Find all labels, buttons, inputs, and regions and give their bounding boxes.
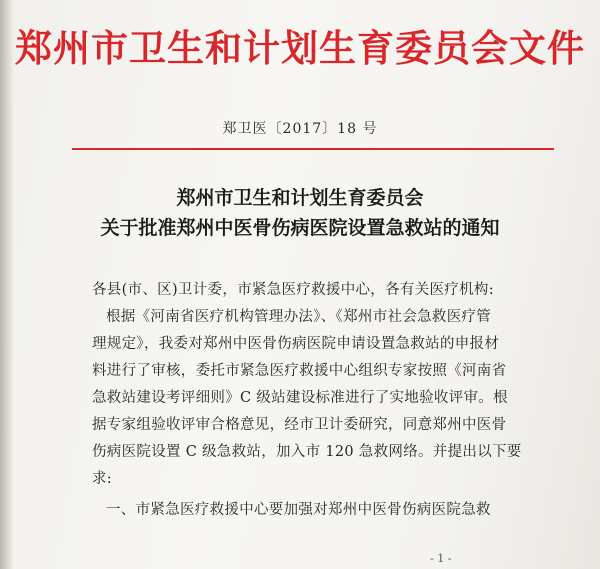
body-text-line: 伤病医院设置 C 级急救站，加入市 120 急救网络。并提出以下要 xyxy=(92,444,522,460)
salutation-line: 各县(市、区)卫计委，市紧急医疗救援中心，各有关医疗机构: xyxy=(92,282,494,298)
page-number: - 1 - xyxy=(430,552,452,565)
body-text-line: 理规定》，我委对郑州中医骨伤病医院申请设置急救站的申报材 xyxy=(92,336,500,352)
page-edge-shadow xyxy=(0,0,14,569)
body-text-line: 料进行了审核，委托市紧急医疗救援中心组织专家按照《河南省 xyxy=(92,363,507,379)
red-divider-line xyxy=(72,148,554,150)
notice-title-line-2: 关于批准郑州中医骨伤病医院设置急救站的通知 xyxy=(100,217,500,239)
body-text-line: 据专家组验收评审合格意见，经市卫计委研究，同意郑州中医骨 xyxy=(92,417,507,433)
red-header-title: 郑州市卫生和计划生育委员会文件 xyxy=(15,26,585,70)
document-number: 郑卫医〔2017〕18 号 xyxy=(222,121,378,137)
notice-title-line-1: 郑州市卫生和计划生育委员会 xyxy=(176,187,424,209)
body-text-line: 一、市紧急医疗救援中心要加强对郑州中医骨伤病医院急救 xyxy=(106,502,491,518)
body-text-line: 急救站建设考评细则》C 级站建设标准进行了实地验收评审。根 xyxy=(92,390,508,406)
body-text-line: 求: xyxy=(92,471,112,487)
body-text-line: 根据《河南省医疗机构管理办法》、《郑州市社会急救医疗管 xyxy=(106,309,492,325)
